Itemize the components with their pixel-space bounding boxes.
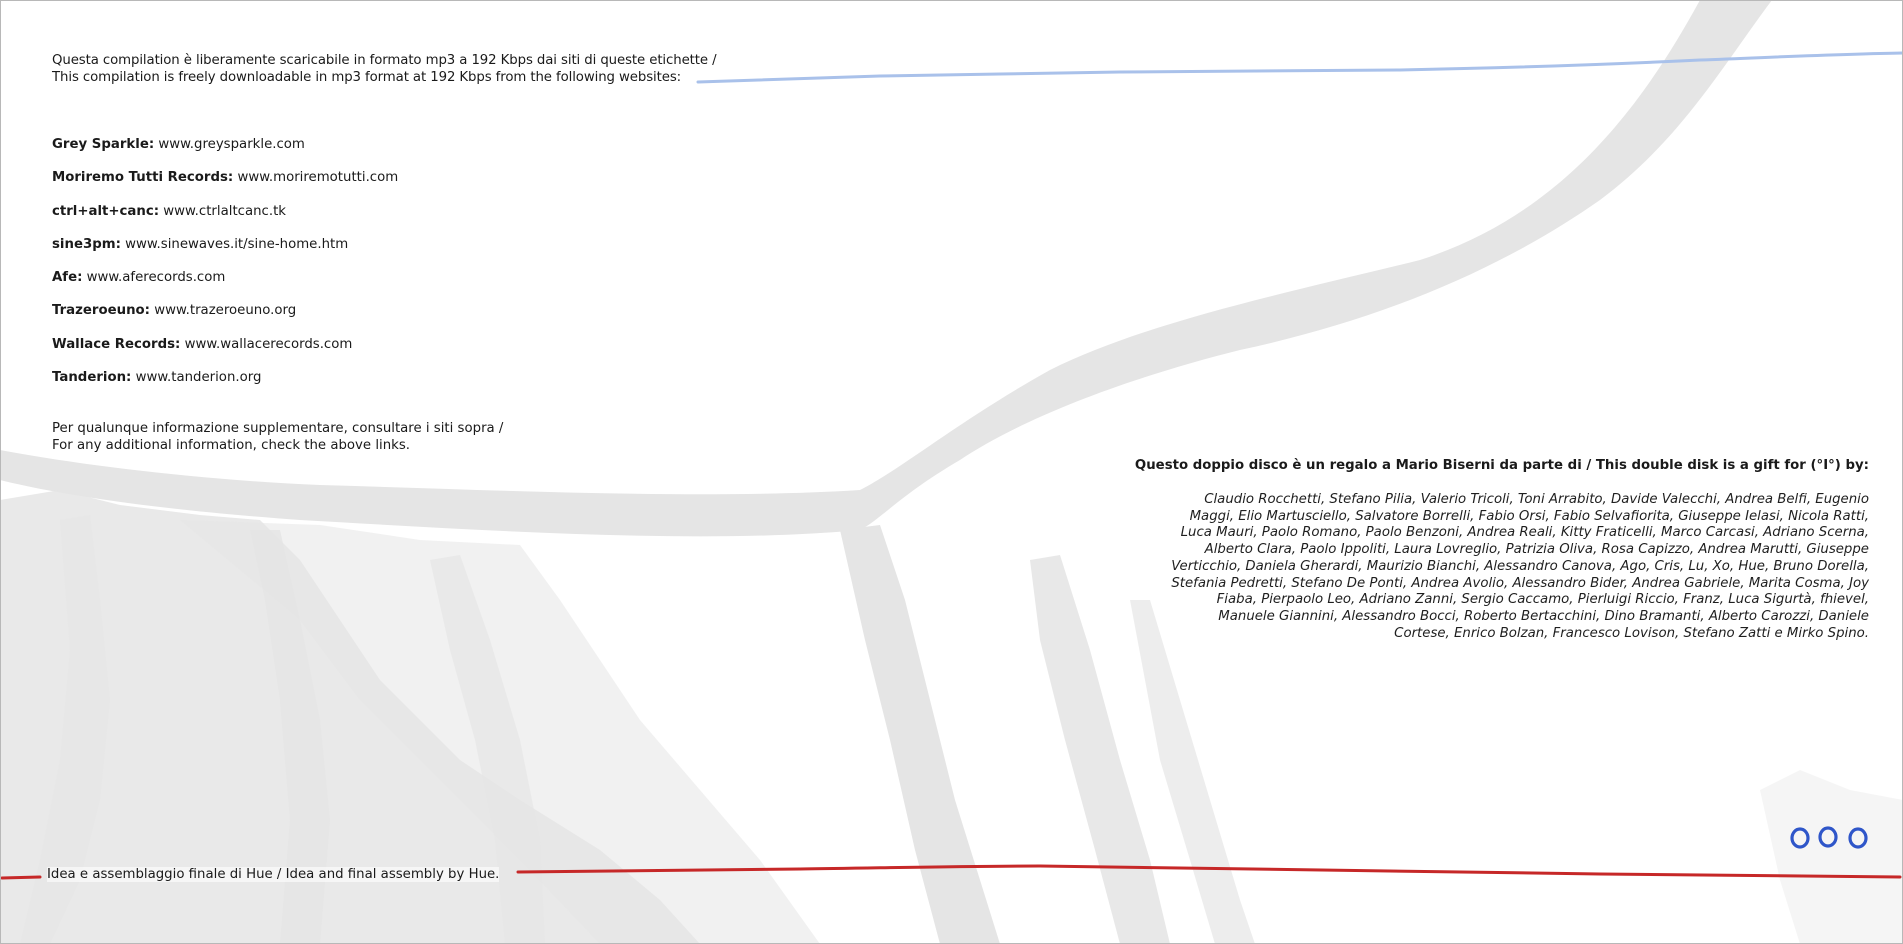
label-item — [52, 268, 398, 301]
label-url[interactable]: www.tanderion.org — [135, 370, 262, 386]
label-item — [52, 235, 398, 268]
info-line-english: For any additional information, check the above links. — [52, 438, 411, 453]
intro-line-italian: Questa compilation è liberamente scaricabile in formato mp3 a 192 Kbps dai siti di queste etichette / — [52, 53, 717, 68]
label-url[interactable]: www.moriremotutti.com — [237, 170, 399, 186]
label-name: Moriremo Tutti Records: — [52, 170, 234, 186]
label-item — [52, 168, 398, 201]
label-url[interactable]: www.ctrlaltcanc.tk — [163, 203, 286, 219]
label-url[interactable]: www.trazeroeuno.org — [154, 303, 297, 319]
info-line-italian: Per qualunque informazione supplementare, consultare i siti sopra / — [52, 421, 504, 436]
label-name: ctrl+alt+canc: — [52, 203, 160, 219]
label-url[interactable]: www.greysparkle.com — [158, 137, 305, 152]
label-name: Wallace Records: — [52, 336, 181, 352]
label-url[interactable]: www.aferecords.com — [86, 270, 226, 286]
gift-names: Claudio Rocchetti, Stefano Pilia, Valerio Tricoli, Toni Arrabito, Davide Valecchi, Andrea Belfi, Eugenio Maggi, Elio Martusciello, Salvatore Borrelli, Fabio Orsi, Fabio Selvafiorita, Giuseppe Ielasi, Nicola Ratti, Luca Mauri, Paolo Romano, Paolo Benzoni, Andrea Reali, Kitty Fraticelli, Marco Carcasi, Adriano Scerna, Alberto Clara, Paolo Ippoliti, Laura Lovreglio, Patrizia Oliva, Rosa Capizzo, Andrea Marutti, Giuseppe Verticchio, Daniela Gherardi, Maurizio Bianchi, Alessandro Canova, Ago, Cris, Lu, Xo, Hue, Bruno Dorella, Stefania Pedretti, Stefano De Ponti, Andrea Avolio, Alessandro Bider, Andrea Gabriele, Marita Cosma, Joy Fiaba, Pierpaolo Leo, Adriano Zanni, Sergio Caccamo, Pierluigi Riccio, Franz, Luca Sigurtà, fhievel, Manuele Giannini, Alessandro Bocci, Roberto Bertacchini, Dino Bramanti, Alberto Carozzi, Daniele Cortese, Enrico Bolzan, Francesco Lovison, Stefano Zatti e Mirko Spino. — [1171, 492, 1869, 641]
label-item — [52, 135, 398, 168]
additional-info — [52, 420, 503, 454]
label-url[interactable]: www.sinewaves.it/sine-home.htm — [125, 236, 349, 252]
label-name: Afe: — [52, 270, 83, 286]
label-name: Grey Sparkle: — [52, 137, 155, 152]
intro-line-english: This compilation is freely downloadable in mp3 format at 192 Kbps from the following websites: — [52, 70, 682, 85]
label-list — [52, 135, 398, 401]
label-name: Trazeroeuno: — [52, 303, 150, 319]
label-name: sine3pm: — [52, 236, 121, 252]
label-item — [52, 368, 398, 401]
label-item — [52, 335, 398, 368]
gift-heading: Questo doppio disco è un regalo a Mario Biserni da parte di / This double disk is a gift for (°I°) by: — [1134, 458, 1869, 473]
credit-line: Idea e assemblaggio finale di Hue / Idea and final assembly by Hue. — [47, 867, 500, 882]
label-url[interactable]: www.wallacerecords.com — [184, 336, 353, 352]
label-item — [52, 202, 398, 235]
label-name: Tanderion: — [52, 370, 132, 386]
download-intro — [52, 52, 716, 86]
label-item — [52, 301, 398, 334]
